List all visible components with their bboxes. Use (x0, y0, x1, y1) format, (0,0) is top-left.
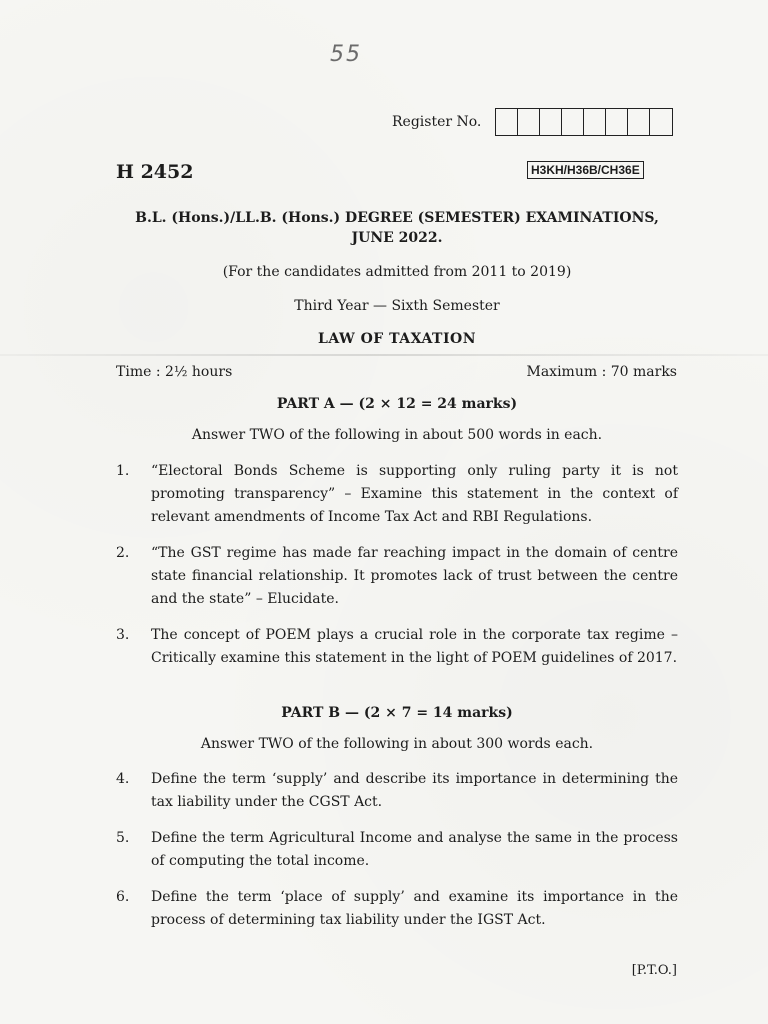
exam-title-line1: B.L. (Hons.)/LL.B. (Hons.) DEGREE (SEMESTER) EXAMINATIONS, (135, 210, 659, 226)
question-number: 3. (116, 627, 130, 643)
question-number: 2. (116, 545, 130, 561)
register-box (650, 109, 672, 135)
time-allowed: Time : 2½ hours (116, 364, 233, 380)
register-box (540, 109, 562, 135)
question-number: 1. (116, 463, 130, 479)
question-text: “The GST regime has made far reaching impact in the domain of centre state financial relationship. It promotes lack of trust between the centre and the state” – Elucidate. (151, 545, 678, 607)
question-text: The concept of POEM plays a crucial role in the corporate tax regime – Critically examine this statement in the light of POEM guidelines of 2017. (151, 627, 678, 666)
register-box (606, 109, 628, 135)
maximum-marks: Maximum : 70 marks (526, 364, 677, 380)
question-text: Define the term ‘supply’ and describe its importance in determining the tax liability under the CGST Act. (151, 771, 678, 810)
year-semester: Third Year — Sixth Semester (294, 298, 500, 314)
part-b-instruction: Answer TWO of the following in about 300 words each. (200, 736, 594, 752)
question-item (116, 827, 678, 873)
part-a-heading: PART A — (2 × 12 = 24 marks) (276, 396, 518, 412)
handwritten-page-mark: 55 (330, 42, 362, 67)
register-boxes (495, 108, 673, 136)
exam-title (116, 208, 678, 248)
question-item (116, 768, 678, 814)
admitted-note: (For the candidates admitted from 2011 to 2019) (222, 264, 572, 280)
question-text: “Electoral Bonds Scheme is supporting only ruling party it is not promoting transparency” – Examine this statement in the context of relevant amendments of Income Tax Act and RBI Regulations. (151, 463, 678, 525)
question-number: 6. (116, 889, 130, 905)
part-b-heading: PART B — (2 × 7 = 14 marks) (281, 705, 513, 721)
subject-title: LAW OF TAXATION (317, 331, 477, 347)
question-item (116, 624, 678, 670)
exam-title-line2: JUNE 2022. (351, 230, 443, 246)
register-number-field (392, 108, 673, 136)
question-text: Define the term Agricultural Income and analyse the same in the process of computing the total income. (151, 830, 678, 869)
register-box (496, 109, 518, 135)
subject-code-badge: H3KH/H36B/CH36E (527, 161, 644, 179)
register-label: Register No. (392, 114, 482, 130)
register-box (628, 109, 650, 135)
question-item (116, 886, 678, 932)
register-box (584, 109, 606, 135)
question-number: 5. (116, 830, 130, 846)
part-a-instruction: Answer TWO of the following in about 500 words in each. (191, 427, 603, 443)
question-item (116, 542, 678, 611)
please-turn-over: [P.T.O.] (631, 963, 677, 978)
register-box (562, 109, 584, 135)
register-box (518, 109, 540, 135)
question-number: 4. (116, 771, 130, 787)
paper-code: H 2452 (116, 161, 194, 183)
question-text: Define the term ‘place of supply’ and examine its importance in the process of determining tax liability under the IGST Act. (151, 889, 678, 928)
question-item (116, 460, 678, 529)
scan-artifact-line (0, 354, 768, 356)
